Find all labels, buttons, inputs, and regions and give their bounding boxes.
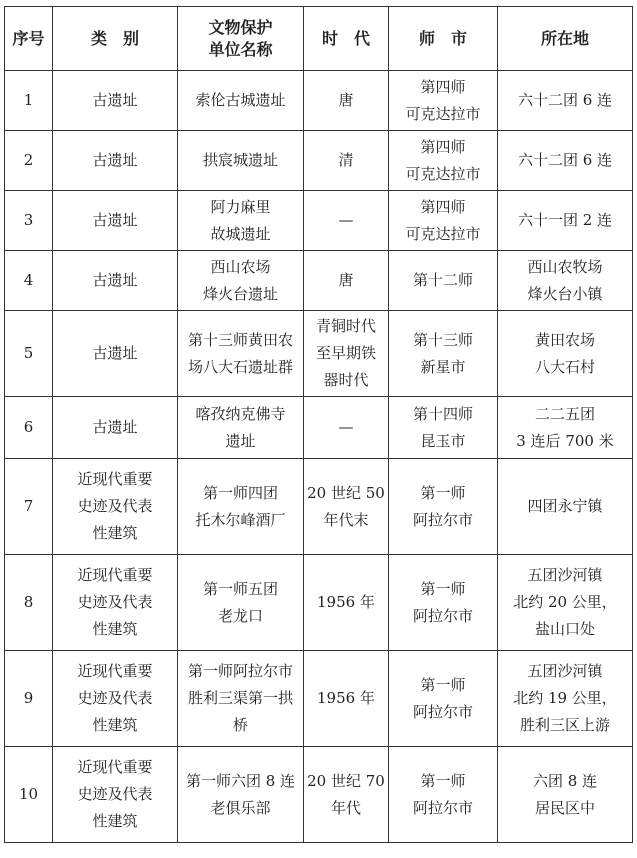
era-cell (304, 191, 389, 251)
era-cell-line: 青铜时代 (315, 317, 376, 335)
header-name-line: 单位名称 (208, 39, 273, 59)
location-cell-line: 盐山口处 (534, 620, 595, 638)
site-name-cell (178, 131, 304, 191)
site-name-cell-line: 第一师六团 8 连 (185, 771, 296, 790)
division-cell-line: 新星市 (420, 357, 466, 376)
division-cell-line: 昆玉市 (420, 431, 466, 450)
site-name-cell-line: 老龙口 (217, 606, 263, 625)
category-cell-line: 性建筑 (92, 716, 138, 734)
category-cell (53, 251, 178, 311)
category-cell (53, 397, 178, 459)
site-name-cell (178, 747, 304, 843)
site-name-cell-line: 遗址 (225, 431, 256, 450)
site-name-cell-line: 索伦古城遗址 (195, 91, 286, 109)
index-cell: 10 (5, 747, 53, 843)
site-name-cell (178, 191, 304, 251)
table-row (5, 397, 633, 459)
category-cell (53, 71, 178, 131)
division-cell-line: 可克达拉市 (405, 164, 481, 183)
era-cell-line: — (338, 211, 354, 229)
location-cell-line: 五团沙河镇 (527, 662, 603, 680)
index-cell: 2 (5, 131, 53, 191)
location-cell-line: 烽火台小镇 (527, 284, 603, 303)
era-cell-line: 清 (338, 151, 354, 169)
era-cell-line: 至早期铁 (315, 344, 376, 362)
division-cell (389, 251, 498, 311)
era-cell (304, 71, 389, 131)
division-cell-line: 第四师 (420, 77, 466, 96)
location-cell-line: 黄田农场 (534, 330, 595, 349)
division-cell-line: 第一师 (420, 483, 466, 502)
header-location: 所在地 (498, 7, 633, 71)
location-cell (498, 555, 633, 651)
index-cell: 3 (5, 191, 53, 251)
index-cell: 6 (5, 397, 53, 459)
division-cell (389, 555, 498, 651)
location-cell-line: 四团永宁镇 (527, 497, 603, 515)
era-cell-line: 器时代 (323, 371, 369, 389)
division-cell-line: 第一师 (420, 675, 466, 694)
header-category: 类 别 (53, 7, 178, 71)
site-name-cell-line: 老俱乐部 (210, 798, 271, 817)
heritage-table-page (4, 6, 633, 843)
location-cell (498, 459, 633, 555)
index-cell: 8 (5, 555, 53, 651)
category-cell (53, 555, 178, 651)
location-cell (498, 651, 633, 747)
location-cell (498, 131, 633, 191)
category-cell-line: 性建筑 (92, 812, 138, 830)
category-cell-line: 古遗址 (92, 211, 138, 229)
site-name-cell (178, 71, 304, 131)
category-cell (53, 131, 178, 191)
table-row (5, 651, 633, 747)
division-cell (389, 397, 498, 459)
site-name-cell-line: 喀孜纳克佛寺 (195, 404, 286, 423)
era-cell (304, 251, 389, 311)
location-cell (498, 191, 633, 251)
site-name-cell-line: 第一师五团 (202, 579, 278, 598)
site-name-cell (178, 397, 304, 459)
site-name-cell (178, 311, 304, 397)
site-name-cell-line: 托木尔峰酒厂 (195, 510, 286, 529)
category-cell-line: 史迹及代表 (77, 689, 153, 707)
location-cell-line: 六十二团 6 连 (517, 151, 613, 169)
division-cell (389, 459, 498, 555)
location-cell (498, 251, 633, 311)
location-cell-line: 二二五团 (534, 404, 595, 423)
era-cell (304, 311, 389, 397)
category-cell-line: 史迹及代表 (77, 785, 153, 803)
division-cell-line: 第十二师 (412, 271, 473, 289)
site-name-cell (178, 251, 304, 311)
site-name-cell-line: 拱宸城遗址 (202, 151, 278, 169)
table-body (5, 71, 633, 843)
division-cell-line: 阿拉尔市 (412, 798, 473, 817)
location-cell-line: 北约 20 公里， (513, 593, 617, 611)
category-cell-line: 史迹及代表 (77, 497, 153, 515)
site-name-cell-line: 阿力麻里 (210, 197, 271, 216)
location-cell-line: 北约 19 公里， (513, 689, 617, 707)
era-cell (304, 397, 389, 459)
index-cell: 7 (5, 459, 53, 555)
division-cell-line: 可克达拉市 (405, 224, 481, 243)
category-cell-line: 古遗址 (92, 91, 138, 109)
location-cell-line: 胜利三区上游 (519, 716, 610, 734)
category-cell-line: 古遗址 (92, 418, 138, 436)
site-name-cell-line: 故城遗址 (210, 224, 271, 243)
site-name-cell (178, 651, 304, 747)
era-cell-line: 1956 年 (317, 689, 375, 707)
heritage-sites-table (4, 6, 633, 843)
category-cell-line: 古遗址 (92, 344, 138, 362)
site-name-cell-line: 第十三师黄田农 (187, 330, 293, 349)
table-row (5, 311, 633, 397)
division-cell-line: 可克达拉市 (405, 104, 481, 123)
division-cell (389, 747, 498, 843)
division-cell (389, 651, 498, 747)
location-cell-line: 八大石村 (534, 357, 595, 376)
header-name (178, 7, 304, 71)
site-name-cell-line: 桥 (232, 716, 248, 734)
site-name-cell-line: 烽火台遗址 (202, 284, 278, 303)
division-cell-line: 第十四师 (412, 404, 473, 423)
site-name-cell-line: 胜利三渠第一拱 (187, 689, 293, 707)
category-cell-line: 性建筑 (92, 620, 138, 638)
table-row (5, 747, 633, 843)
division-cell-line: 阿拉尔市 (412, 702, 473, 721)
era-cell (304, 555, 389, 651)
location-cell (498, 747, 633, 843)
category-cell-line: 古遗址 (92, 271, 138, 289)
site-name-cell (178, 555, 304, 651)
era-cell (304, 459, 389, 555)
division-cell-line: 第一师 (420, 579, 466, 598)
table-row (5, 459, 633, 555)
header-index: 序号 (5, 7, 53, 71)
division-cell-line: 阿拉尔市 (412, 606, 473, 625)
location-cell-line: 六十二团 6 连 (517, 91, 613, 109)
division-cell-line: 第十三师 (412, 330, 473, 349)
division-cell-line: 第一师 (420, 771, 466, 790)
category-cell (53, 651, 178, 747)
category-cell-line: 近现代重要 (77, 470, 153, 488)
location-cell-line: 六团 8 连 (532, 771, 598, 790)
division-cell-line: 阿拉尔市 (412, 510, 473, 529)
location-cell-line: 居民区中 (534, 798, 595, 817)
era-cell-line: 唐 (338, 271, 354, 289)
table-row (5, 71, 633, 131)
era-cell-line: 1956 年 (317, 593, 375, 611)
location-cell (498, 311, 633, 397)
division-cell (389, 191, 498, 251)
index-cell: 9 (5, 651, 53, 747)
table-row (5, 131, 633, 191)
category-cell-line: 史迹及代表 (77, 593, 153, 611)
site-name-cell-line: 第一师阿拉尔市 (187, 662, 293, 680)
division-cell (389, 311, 498, 397)
index-cell: 1 (5, 71, 53, 131)
category-cell (53, 191, 178, 251)
category-cell (53, 311, 178, 397)
category-cell-line: 性建筑 (92, 524, 138, 542)
header-name-line: 文物保护 (208, 17, 273, 37)
era-cell (304, 651, 389, 747)
site-name-cell-line: 第一师四团 (202, 483, 278, 502)
era-cell-line: 唐 (338, 91, 354, 109)
category-cell-line: 近现代重要 (77, 758, 153, 776)
table-row (5, 555, 633, 651)
category-cell-line: 古遗址 (92, 151, 138, 169)
site-name-cell-line: 场八大石遗址群 (187, 357, 293, 376)
era-cell (304, 131, 389, 191)
era-cell-line: 20 世纪 70 (307, 771, 385, 790)
location-cell (498, 71, 633, 131)
era-cell-line: — (338, 418, 354, 436)
division-cell (389, 71, 498, 131)
division-cell-line: 第四师 (420, 197, 466, 216)
era-cell-line: 年代 (330, 798, 361, 817)
site-name-cell (178, 459, 304, 555)
index-cell: 5 (5, 311, 53, 397)
location-cell-line: 西山农牧场 (527, 257, 603, 276)
table-row (5, 251, 633, 311)
category-cell (53, 459, 178, 555)
era-cell-line: 20 世纪 50 (307, 483, 385, 502)
division-cell-line: 第四师 (420, 137, 466, 156)
era-cell (304, 747, 389, 843)
header-row (5, 7, 633, 71)
header-era: 时 代 (304, 7, 389, 71)
location-cell (498, 397, 633, 459)
era-cell-line: 年代末 (323, 510, 369, 529)
index-cell: 4 (5, 251, 53, 311)
location-cell-line: 六十一团 2 连 (517, 211, 613, 229)
category-cell-line: 近现代重要 (77, 566, 153, 584)
location-cell-line: 3 连后 700 米 (516, 431, 614, 450)
location-cell-line: 五团沙河镇 (527, 566, 603, 584)
category-cell-line: 近现代重要 (77, 662, 153, 680)
table-row (5, 191, 633, 251)
site-name-cell-line: 西山农场 (210, 257, 271, 276)
division-cell (389, 131, 498, 191)
category-cell (53, 747, 178, 843)
header-division: 师 市 (389, 7, 498, 71)
